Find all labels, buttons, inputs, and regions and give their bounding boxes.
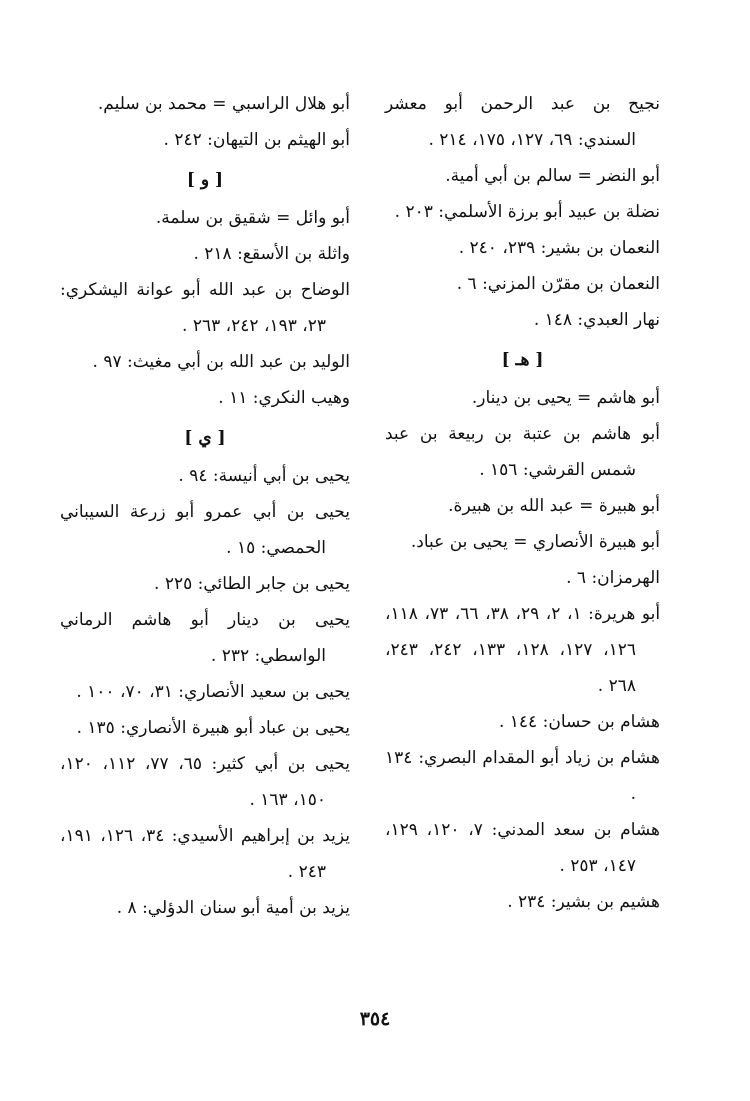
index-entry: هشام بن سعد المدني: ٧، ١٢٠، ١٢٩، ١٤٧، ٢٥٣ . (385, 820, 661, 876)
left-column (60, 86, 350, 926)
index-entry: أبو هريرة: ١، ٢، ٢٩، ٣٨، ٦٦، ٧٣، ١١٨، ١٢٦، ١٢٧، ١٢٨، ١٣٣، ٢٤٢، ٢٤٣، ٢٦٨ . (385, 604, 661, 696)
index-entry: النعمان بن بشير: ٢٣٩، ٢٤٠ . (458, 238, 660, 258)
index-entry: أبو هبيرة = عبد الله بن هبيرة. (448, 496, 660, 516)
index-entry: يحيى بن دينار أبو هاشم الرماني الواسطي: ٢٣٢ . (60, 610, 350, 666)
page-number: ٣٥٤ (359, 1008, 391, 1030)
index-entry: واثلة بن الأسقع: ٢١٨ . (193, 244, 350, 264)
index-entry: نهار العبدي: ١٤٨ . (533, 310, 660, 330)
index-entry: أبو هاشم = يحيى بن دينار. (471, 388, 660, 408)
index-entry: الهرمزان: ٦ . (566, 568, 660, 588)
index-entry: الوليد بن عبد الله بن أبي مغيث: ٩٧ . (92, 352, 350, 372)
index-entry: يحيى بن أبي عمرو أبو زرعة السيباني الحمصي: ١٥ . (60, 502, 350, 558)
right-column (385, 86, 660, 920)
index-entry: هشام بن حسان: ١٤٤ . (498, 712, 660, 732)
index-entry: نضلة بن عبيد أبو برزة الأسلمي: ٢٠٣ . (394, 202, 660, 222)
index-entry: هشيم بن بشير: ٢٣٤ . (507, 892, 660, 912)
index-entry: هشام بن زياد أبو المقدام البصري: ١٣٤ . (385, 748, 660, 804)
section-heading: [ و ] (186, 170, 224, 190)
index-entry: يحيى بن جابر الطائي: ٢٢٥ . (154, 574, 350, 594)
index-entry: وهيب النكري: ١١ . (218, 388, 350, 408)
index-entry: أبو الهيثم بن التيهان: ٢٤٢ . (163, 130, 350, 150)
index-entry: يحيى بن عباد أبو هبيرة الأنصاري: ١٣٥ . (76, 718, 350, 738)
index-entry: الوضاح بن عبد الله أبو عوانة اليشكري: ٢٣، ١٩٣، ٢٤٢، ٢٦٣ . (60, 280, 350, 336)
index-entry: أبو النضر = سالم بن أبي أمية. (445, 166, 660, 186)
index-entry: أبو هبيرة الأنصاري = يحيى بن عباد. (410, 532, 660, 552)
index-entry: يحيى بن سعيد الأنصاري: ٣١، ٧٠، ١٠٠ . (76, 682, 350, 702)
index-entry: أبو هاشم بن عتبة بن ربيعة بن عبد شمس القرشي: ١٥٦ . (385, 424, 660, 480)
index-entry: نجيح بن عبد الرحمن أبو معشر السندي: ٦٩، ١٢٧، ١٧٥، ٢١٤ . (385, 94, 660, 150)
section-heading: [ ي ] (184, 428, 226, 448)
index-entry: أبو وائل = شقيق بن سلمة. (155, 208, 350, 228)
index-entry: أبو هلال الراسبي = محمد بن سليم. (97, 94, 350, 114)
index-entry: يزيد بن إبراهيم الأسيدي: ٣٤، ١٢٦، ١٩١، ٢٤٣ . (60, 826, 351, 882)
index-entry: يحيى بن أبي كثير: ٦٥، ٧٧، ١١٢، ١٢٠، ١٥٠، ١٦٣ . (60, 754, 350, 810)
index-entry: النعمان بن مقرّن المزني: ٦ . (456, 274, 660, 294)
index-entry: يحيى بن أبي أنيسة: ٩٤ . (178, 466, 350, 486)
index-entry: يزيد بن أمية أبو سنان الدؤلي: ٨ . (116, 898, 350, 918)
section-heading: [ هـ ] (501, 350, 544, 370)
